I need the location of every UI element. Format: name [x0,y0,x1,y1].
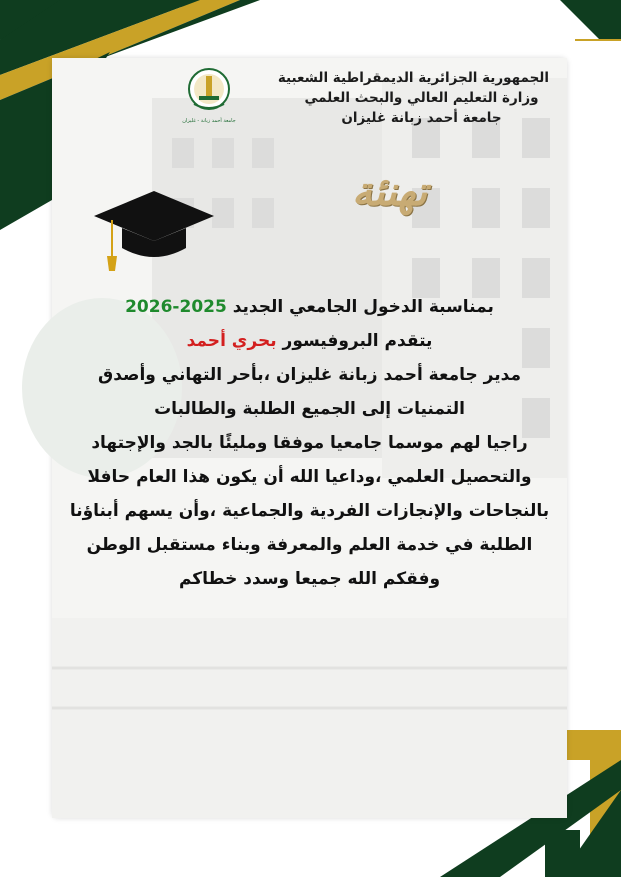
message-body [52,290,567,596]
message-line-5: راجيا لهم موسما جامعيا موفقا ومليئًا بالجد والإجتهاد [91,433,528,453]
university-logo [182,66,236,128]
header [277,68,549,128]
message-line-2: يتقدم البروفيسور بحري أحمد [186,331,433,351]
rector-name: بحري أحمد [186,331,277,351]
message-line-9: وفقكم الله جميعا وسدد خطاكم [178,569,441,589]
card-panel [52,58,567,818]
header-university: جامعة أحمد زبانة غليزان [341,110,502,126]
congratulations-title: تهنئة [352,168,428,215]
message-line-3: مدير جامعة أحمد زبانة غليزان ،بأحر التهاني وأصدق [98,365,521,385]
header-republic: الجمهورية الجزائرية الديمقراطية الشعبية [277,70,549,86]
message-line-8: الطلبة في خدمة العلم والمعرفة وبناء مستقبل الوطن [86,535,533,555]
logo-caption: جامعة أحمد زبانة - غليزان [182,118,236,124]
message-line-4: التمنيات إلى الجميع الطلبة والطالبات [154,399,465,419]
academic-year: 2025-2026 [125,297,227,317]
header-ministry: وزارة التعليم العالي والبحث العلمي [304,90,539,106]
message-line-6: والتحصيل العلمي ،وداعيا الله أن يكون هذا العام حافلا [87,467,532,487]
message-line-1: بمناسبة الدخول الجامعي الجديد 2025-2026 [125,297,494,317]
graduation-cap-icon [92,186,217,281]
message-line-7: بالنجاحات والإنجازات الفردية والجماعية ،وأن يسهم أبناؤنا [69,501,550,521]
